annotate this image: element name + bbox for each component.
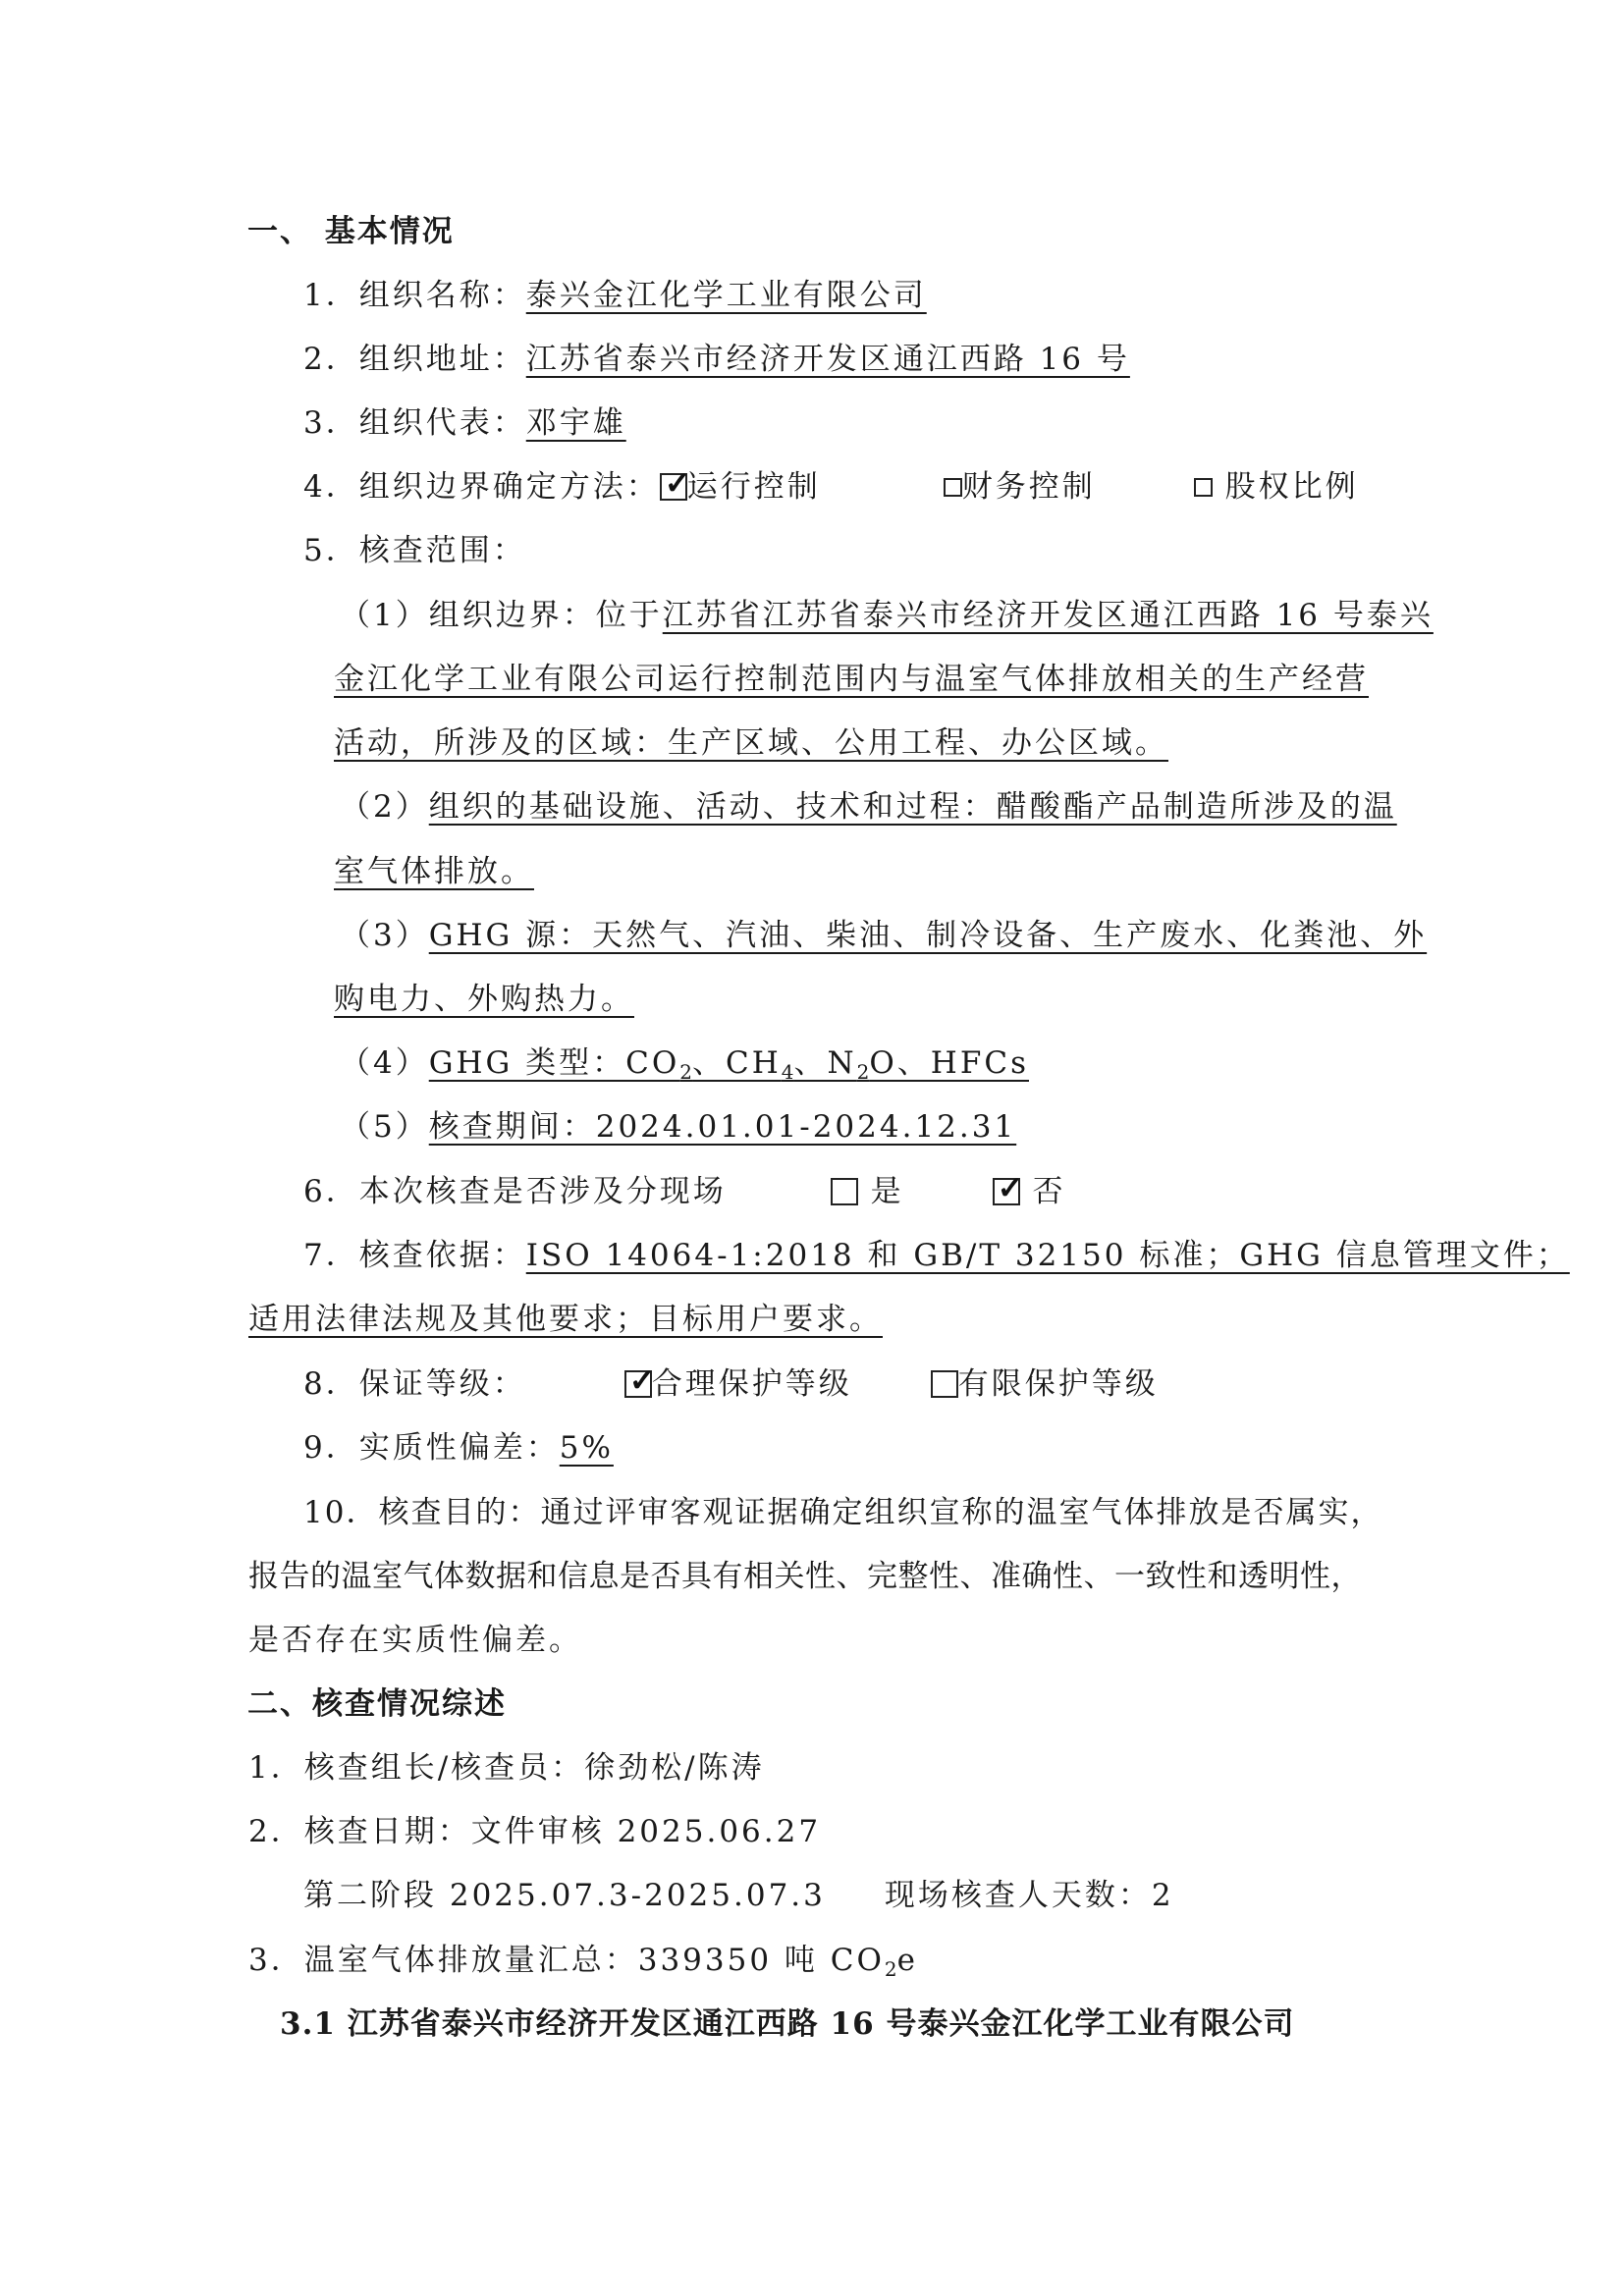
checkbox-financial-control[interactable]	[944, 478, 962, 497]
subsection-3-1-title: 3.1 江苏省泰兴市经济开发区通江西路 16 号泰兴金江化学工业有限公司	[280, 2006, 1295, 2042]
checkmark-icon: ✓	[997, 1169, 1027, 1206]
materiality-row	[303, 1428, 614, 1468]
scope-3-prefix: （3）	[340, 918, 429, 953]
team-line: 1．核查组长/核查员：徐劲松/陈涛	[248, 1750, 765, 1786]
date-line-2	[303, 1876, 1174, 1915]
scope-3-line-1	[340, 916, 1427, 955]
checkmark-icon: ✓	[628, 1362, 659, 1399]
checkbox-limited-assurance[interactable]	[931, 1370, 958, 1398]
basis-text-1: ISO 14064-1:2018 和 GB/T 32150 标准；GHG 信息管理文件；	[525, 1238, 1570, 1273]
date-line-1: 2．核查日期：文件审核 2025.06.27	[248, 1814, 822, 1849]
org-address-value: 江苏省泰兴市经济开发区通江西路 16 号	[525, 342, 1130, 377]
org-address-row	[303, 340, 1130, 379]
basis-row	[303, 1236, 1570, 1275]
assurance-label: 8．保证等级：	[303, 1366, 526, 1402]
option-limited-assurance: 有限保护等级	[957, 1366, 1159, 1402]
onsite-person-days: 现场核查人天数：2	[884, 1878, 1174, 1913]
option-reasonable-assurance: 合理保护等级	[651, 1366, 852, 1402]
onsite-yes-label: 是	[857, 1174, 904, 1209]
onsite-row	[303, 1169, 1066, 1211]
scope-2-line-1	[340, 787, 1397, 827]
ghg-types: GHG 类型：$CO_2$、$CH_4$、$N_2O$、HFCs	[428, 1045, 1029, 1084]
emission-total-line: 3．温室气体排放量汇总：339350 吨 $CO_2e$	[248, 1943, 918, 1981]
basis-text-2: 适用法律法规及其他要求；目标用户要求。	[248, 1302, 883, 1337]
option-operational-control: 运行控制	[686, 469, 821, 505]
scope-2-line-2: 室气体排放。	[334, 854, 534, 889]
checkmark-icon: ✓	[664, 464, 694, 502]
purpose-line-1: 10．核查目的：通过评审客观证据确定组织宣称的温室气体排放是否属实，	[303, 1495, 1383, 1530]
checkbox-operational-control[interactable]	[660, 464, 694, 502]
option-financial-control: 财务控制	[961, 469, 1096, 505]
scope-2-prefix: （2）	[340, 789, 429, 825]
basis-label: 7．核查依据：	[303, 1238, 526, 1273]
materiality-label: 9．实质性偏差：	[303, 1430, 560, 1466]
verification-period: 核查期间：2024.01.01-2024.12.31	[428, 1109, 1017, 1145]
section-2-title: 二、核查情况综述	[247, 1686, 507, 1722]
scope-1-line-2: 金江化学工业有限公司运行控制范围内与温室气体排放相关的生产经营	[334, 662, 1369, 697]
scope-4-line	[340, 1043, 1029, 1083]
scope-1-line-3: 活动，所涉及的区域：生产区域、公用工程、办公区域。	[334, 725, 1168, 761]
scope-3-text-1: GHG 源：天然气、汽油、柴油、制冷设备、生产废水、化粪池、外	[428, 918, 1428, 953]
scope-1-line-1	[340, 596, 1434, 635]
org-rep-row	[303, 403, 626, 443]
scope-5-line	[340, 1107, 1016, 1147]
scope-3-line-2: 购电力、外购热力。	[334, 982, 634, 1017]
checkbox-equity-share[interactable]	[1194, 478, 1213, 497]
scope-1-prefix: （1）组织边界：位于	[340, 598, 663, 633]
boundary-method-label: 4．组织边界确定方法：	[303, 469, 660, 505]
org-address-label: 2．组织地址：	[303, 342, 526, 377]
org-name-label: 1．组织名称：	[303, 278, 526, 313]
stage-two-dates: 第二阶段 2025.07.3-2025.07.3	[303, 1878, 826, 1913]
org-rep-value: 邓宇雄	[525, 405, 626, 441]
scope-label: 5．核查范围：	[303, 533, 526, 568]
purpose-line-2: 报告的温室气体数据和信息是否具有相关性、完整性、准确性、一致性和透明性，	[248, 1559, 1362, 1594]
scope-5-prefix: （5）	[340, 1109, 429, 1145]
onsite-no-label: 否	[1019, 1174, 1066, 1209]
purpose-line-3: 是否存在实质性偏差。	[248, 1623, 582, 1658]
onsite-label: 6．本次核查是否涉及分现场	[303, 1174, 727, 1209]
org-rep-label: 3．组织代表：	[303, 405, 526, 441]
org-name-row	[303, 276, 927, 315]
option-equity-share: 股权比例	[1212, 469, 1359, 505]
scope-4-prefix: （4）	[340, 1045, 429, 1081]
section-1-title: 一、 基本情况	[247, 214, 455, 249]
checkbox-onsite-no[interactable]	[993, 1169, 1027, 1206]
checkbox-onsite-yes[interactable]	[831, 1178, 858, 1205]
boundary-method-row	[303, 464, 1359, 507]
scope-1-text-1: 江苏省江苏省泰兴市经济开发区通江西路 16 号泰兴	[662, 598, 1434, 633]
materiality-value: 5%	[559, 1430, 614, 1466]
checkbox-reasonable-assurance[interactable]	[624, 1362, 659, 1399]
scope-2-text-1: 组织的基础设施、活动、技术和过程：醋酸酯产品制造所涉及的温	[428, 789, 1397, 825]
org-name-value: 泰兴金江化学工业有限公司	[525, 278, 927, 313]
assurance-row	[303, 1364, 1159, 1404]
